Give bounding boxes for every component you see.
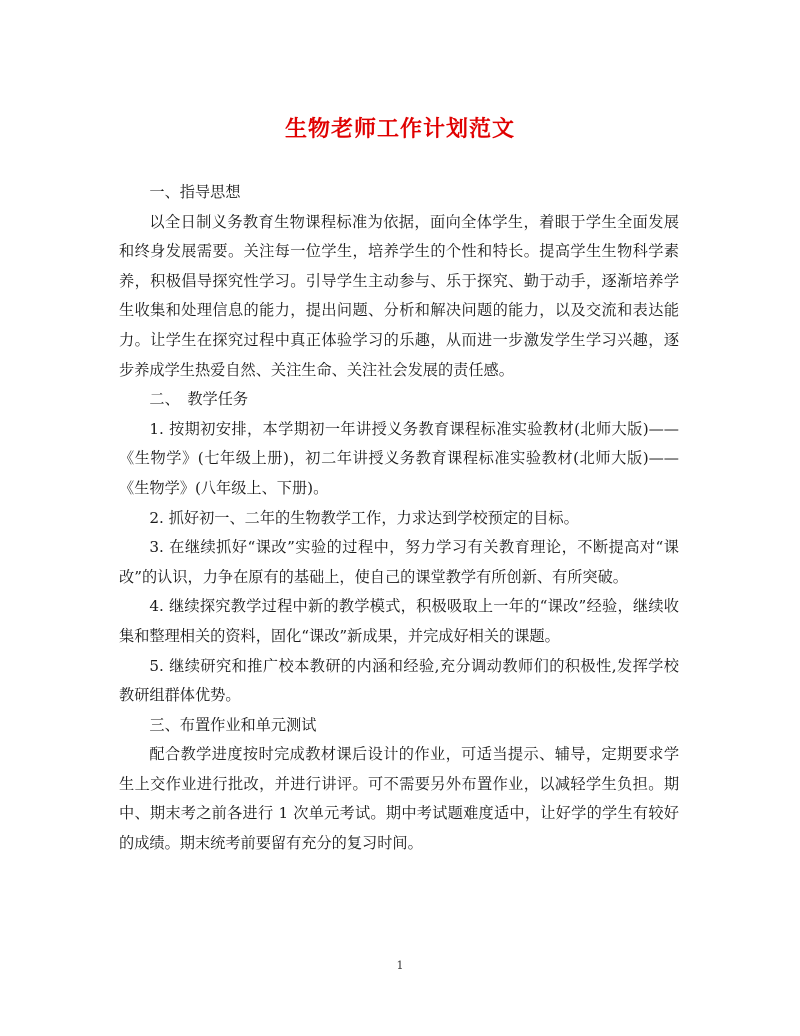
paragraph-task-2: 2. 抓好初一、二年的生物教学工作，力求达到学校预定的目标。 (149, 508, 579, 527)
document-body (119, 178, 679, 859)
section-heading-teaching-tasks: 二、 教学任务 (149, 390, 249, 409)
paragraph-task-3: 3. 在继续抓好“课改”实验的过程中，努力学习有关教育理论，不断提高对“课改”的认识，力争在原有的基础上，使自己的课堂教学有所创新、有所突破。 (119, 538, 679, 586)
page-number: 1 (396, 959, 404, 972)
paragraph-guiding-ideology: 以全日制义务教育生物课程标准为依据，面向全体学生，着眼于学生全面发展和终身发展需要。关注每一位学生，培养学生的个性和特长。提高学生生物科学素养，积极倡导探究性学习。引导学生主动参与、乐于探究、勤于动手，逐渐培养学生收集和处理信息的能力，提出问题、分析和解决问题的能力，以及交流和表达能力。让学生在探究过程中真正体验学习的乐趣，从而进一步激发学生学习兴趣，逐步养成学生热爱自然、关注生命、关注社会发展的责任感。 (119, 212, 679, 379)
paragraph-task-1: 1. 按期初安排，本学期初一年讲授义务教育课程标准实验教材(北师大版)——《生物学》(七年级上册)，初二年讲授义务教育课程标准实验教材(北师大版)——《生物学》(八年级上、下册)。 (119, 419, 679, 497)
paragraph-task-5: 5. 继续研究和推广校本教研的内涵和经验,充分调动教师们的积极性,发挥学校教研组群体优势。 (119, 656, 679, 705)
section-heading-guiding-ideology: 一、指导思想 (149, 183, 241, 201)
document-title: 生物老师工作计划范文 (284, 116, 515, 142)
paragraph-task-4: 4. 继续探究教学过程中新的教学模式，积极吸取上一年的“课改”经验，继续收集和整理相关的资料，固化“课改”新成果，并完成好相关的课题。 (119, 597, 679, 645)
section-heading-homework: 三、布置作业和单元测试 (149, 715, 317, 734)
paragraph-homework: 配合教学进度按时完成教材课后设计的作业，可适当提示、辅导，定期要求学生上交作业进行批改，并进行讲评。可不需要另外布置作业，以减轻学生负担。期中、期末考之前各进行 1 次单元考试。期中考试题难度适中，让好学的学生有较好的成绩。期末统考前要留有充分的复习时间。 (119, 745, 679, 853)
